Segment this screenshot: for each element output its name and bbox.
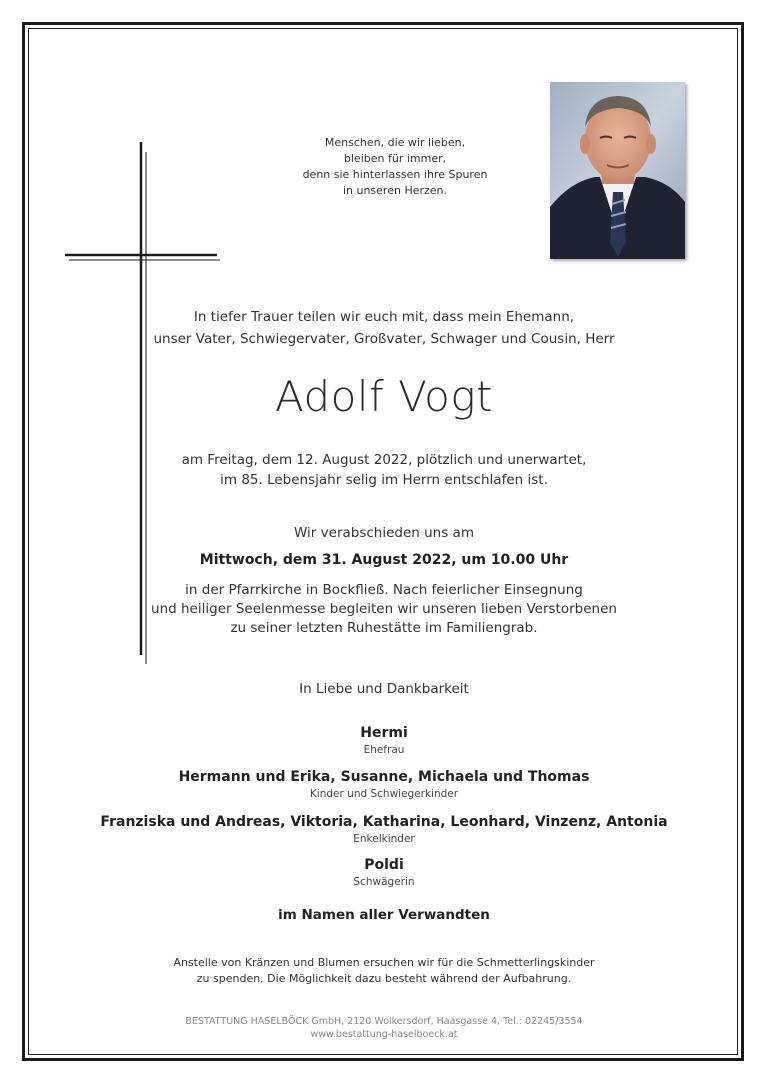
footer-website[interactable]: www.bestattung-haselboeck.at (310, 1029, 458, 1040)
church-line: zu seiner letzten Ruhestätte im Familiengrab. (230, 620, 538, 636)
church-details (0, 581, 768, 638)
death-details (0, 450, 768, 490)
note-line: zu spenden. Die Möglichkeit dazu besteht während der Aufbahrung. (196, 972, 572, 985)
family-entry (0, 769, 768, 803)
closing-text: im Namen aller Verwandten (278, 907, 490, 923)
quote-line: Menschen, die wir lieben, (324, 136, 466, 149)
family-role: Kinder und Schwiegerkinder (309, 788, 459, 800)
note-line: Anstelle von Kränzen und Blumen ersuchen wir für die Schmetterlingskinder (173, 956, 595, 969)
family-role: Schwägerin (353, 876, 415, 888)
family-entry (0, 857, 768, 891)
family-name: Franziska und Andreas, Viktoria, Katharina, Leonhard, Vinzenz, Antonia (100, 814, 668, 830)
footer-line: BESTATTUNG HASELBÖCK GmbH, 2120 Wolkersdorf, Haasgasse 4, Tel.: 02245/3554 (185, 1016, 583, 1027)
family-name: Hermi (360, 725, 408, 741)
farewell-text: Wir verabschieden uns am (294, 525, 474, 541)
family-role: Enkelkinder (353, 833, 415, 845)
family-role: Ehefrau (363, 744, 405, 756)
quote-line: in unseren Herzen. (342, 184, 448, 197)
family-entry (0, 725, 768, 759)
funeral-home-footer (0, 1015, 768, 1041)
family-name: Poldi (364, 857, 404, 873)
death-line: im 85. Lebensjahr selig im Herrn entschlafen ist. (220, 472, 548, 488)
donation-note (0, 955, 768, 987)
quote-line: denn sie hinterlassen ihre Spuren (302, 168, 488, 181)
memorial-quote (280, 135, 510, 199)
love-text: In Liebe und Dankbarkeit (299, 681, 469, 697)
family-name: Hermann und Erika, Susanne, Michaela und Thomas (178, 769, 590, 785)
announcement-intro (0, 306, 768, 350)
intro-line: In tiefer Trauer teilen wir euch mit, dass mein Ehemann, (193, 309, 575, 325)
family-entry (0, 814, 768, 848)
deceased-name: Adolf Vogt (275, 372, 493, 421)
church-line: und heiliger Seelenmesse begleiten wir unseren lieben Verstorbenen (151, 601, 617, 617)
funeral-date: Mittwoch, dem 31. August 2022, um 10.00 Uhr (199, 552, 569, 568)
death-line: am Freitag, dem 12. August 2022, plötzlich und unerwartet, (181, 452, 587, 468)
portrait-photo (550, 82, 685, 259)
quote-line: bleiben für immer, (343, 152, 447, 165)
intro-line: unser Vater, Schwiegervater, Großvater, Schwager und Cousin, Herr (153, 331, 615, 347)
church-line: in der Pfarrkirche in Bockfließ. Nach feierlicher Einsegnung (185, 582, 583, 598)
